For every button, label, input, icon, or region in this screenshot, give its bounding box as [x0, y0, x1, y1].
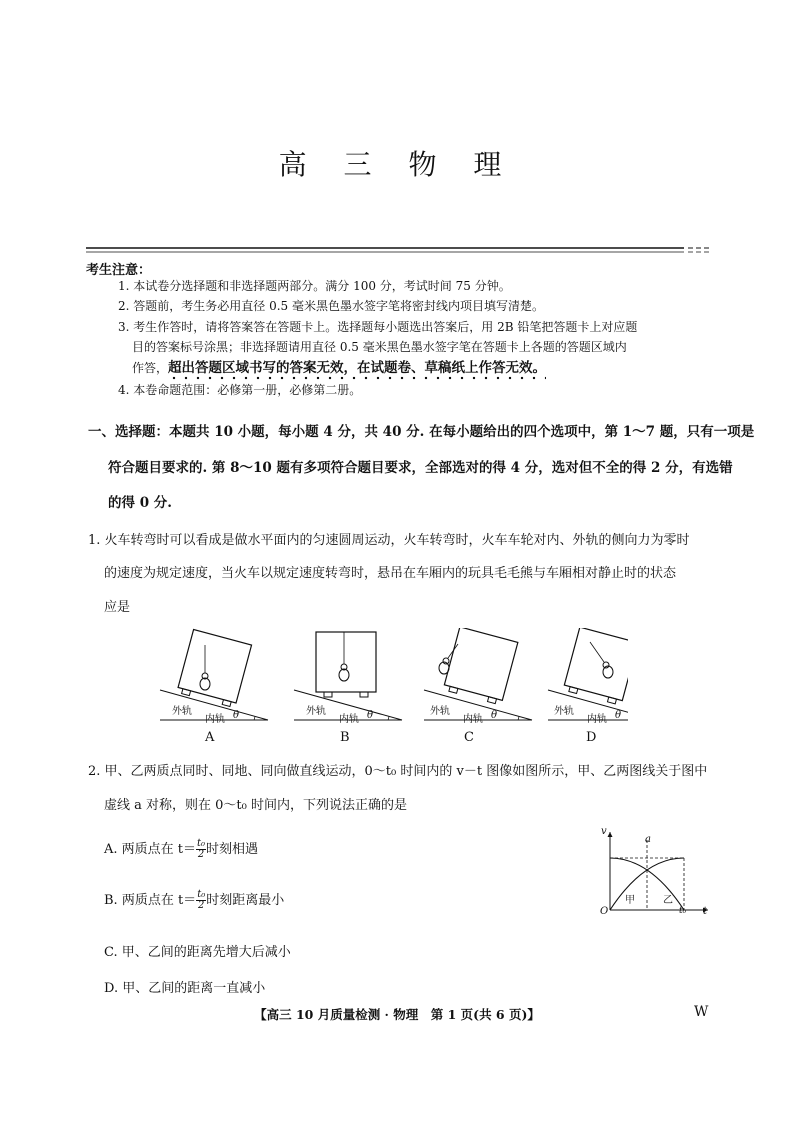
section-1-line-2: 符合题目要求的. 第 8～10 题有多项符合题目要求，全部选对的得 4 分，选对但不全的得 2 分，有选错: [108, 460, 733, 476]
q1-c-outer: 外轨: [430, 706, 450, 717]
q1-option-c-label: C: [464, 730, 474, 745]
q2-yi-label: 乙: [663, 895, 673, 906]
q2-option-b: B. 两质点在 t＝ $\frac{\text{t₀}}{2}$ 时刻距离最小: [104, 889, 285, 911]
notice-emphasis: 超出答题区域书写的答案无效，在试题卷、草稿纸上作答无效。: [168, 360, 546, 380]
q1-a-inner: 内轨: [205, 714, 225, 725]
q1-line-1: 1. 火车转弯时可以看成是做水平面内的匀速圆周运动，火车转弯时，火车车轮对内、外轨的侧向力为零时: [88, 533, 690, 548]
header-separator: [86, 246, 710, 254]
section-1-line-3: 的得 0 分.: [108, 495, 172, 511]
notice-item-2: 2. 答题前，考生务必用直径 0.5 毫米黑色墨水签字笔将密封线内项目填写清楚。: [118, 299, 544, 313]
q2-t0-label: t₀: [679, 906, 687, 916]
q1-a-outer: 外轨: [172, 706, 192, 717]
q1-option-a-label: A: [205, 730, 215, 745]
q2-origin-label: O: [600, 906, 609, 917]
q2-t-axis-label: t: [703, 906, 708, 917]
q1-d-theta: θ: [615, 710, 622, 721]
q1-figure: [158, 628, 628, 748]
q2-line-1: 2. 甲、乙两质点同时、同地、同向做直线运动，0～t₀ 时间内的 v－t 图像如图所示，甲、乙两图线关于图中: [88, 764, 708, 779]
notice-item-3: 3. 考生作答时，请将答案答在答题卡上。选择题每小题选出答案后，用 2B 铅笔把答题卡上对应题: [118, 320, 638, 334]
q1-b-theta: θ: [367, 710, 374, 721]
notice-item-3-prefix: 作答，: [132, 361, 169, 375]
q2-jia-label: 甲: [625, 895, 635, 906]
q1-a-theta: θ: [233, 710, 240, 721]
q1-d-outer: 外轨: [554, 706, 574, 717]
q2-option-c: C. 甲、乙间的距离先增大后减小: [104, 945, 291, 960]
section-1-line-1: 一、选择题：本题共 10 小题，每小题 4 分，共 40 分. 在每小题给出的四个选项中，第 1～7 题，只有一项是: [88, 424, 755, 440]
notice-item-4: 4. 本卷命题范围：必修第一册，必修第二册。: [118, 383, 362, 397]
notice-item-1: 1. 本试卷分选择题和非选择题两部分。满分 100 分，考试时间 75 分钟。: [118, 279, 511, 293]
page-title: 高 三 物 理: [278, 148, 516, 181]
notice-heading: 考生注意：: [86, 263, 152, 278]
q2-vt-graph: [596, 826, 716, 922]
version-mark: W: [694, 1004, 709, 1020]
q1-d-inner: 内轨: [587, 714, 607, 725]
q2-option-d: D. 甲、乙间的距离一直减小: [104, 981, 266, 996]
q2-a-label: a: [645, 834, 651, 845]
q1-line-2: 的速度为规定速度，当火车以规定速度转弯时，悬吊在车厢内的玩具毛毛熊与车厢相对静止时的状态: [104, 566, 677, 581]
q2-v-axis-label: v: [601, 826, 607, 837]
q1-option-b-label: B: [340, 730, 350, 745]
q1-line-3: 应是: [104, 600, 131, 615]
notice-item-3-end: [132, 359, 546, 378]
page-footer: 【高三 10 月质量检测 · 物理 第 1 页(共 6 页)】: [254, 1007, 540, 1022]
q1-b-inner: 内轨: [339, 714, 359, 725]
q2-option-a: A. 两质点在 t＝ $\frac{\text{t₀}}{2}$ 时刻相遇: [104, 838, 259, 860]
q2-line-2: 虚线 a 对称，则在 0～t₀ 时间内，下列说法正确的是: [104, 798, 407, 813]
q1-option-d-label: D: [586, 730, 597, 745]
q1-c-inner: 内轨: [463, 714, 483, 725]
q1-b-outer: 外轨: [306, 706, 326, 717]
q1-c-theta: θ: [491, 710, 498, 721]
notice-item-3-cont: 目的答案标号涂黑；非选择题请用直径 0.5 毫米黑色墨水签字笔在答题卡上各题的答题区域内: [132, 340, 627, 354]
